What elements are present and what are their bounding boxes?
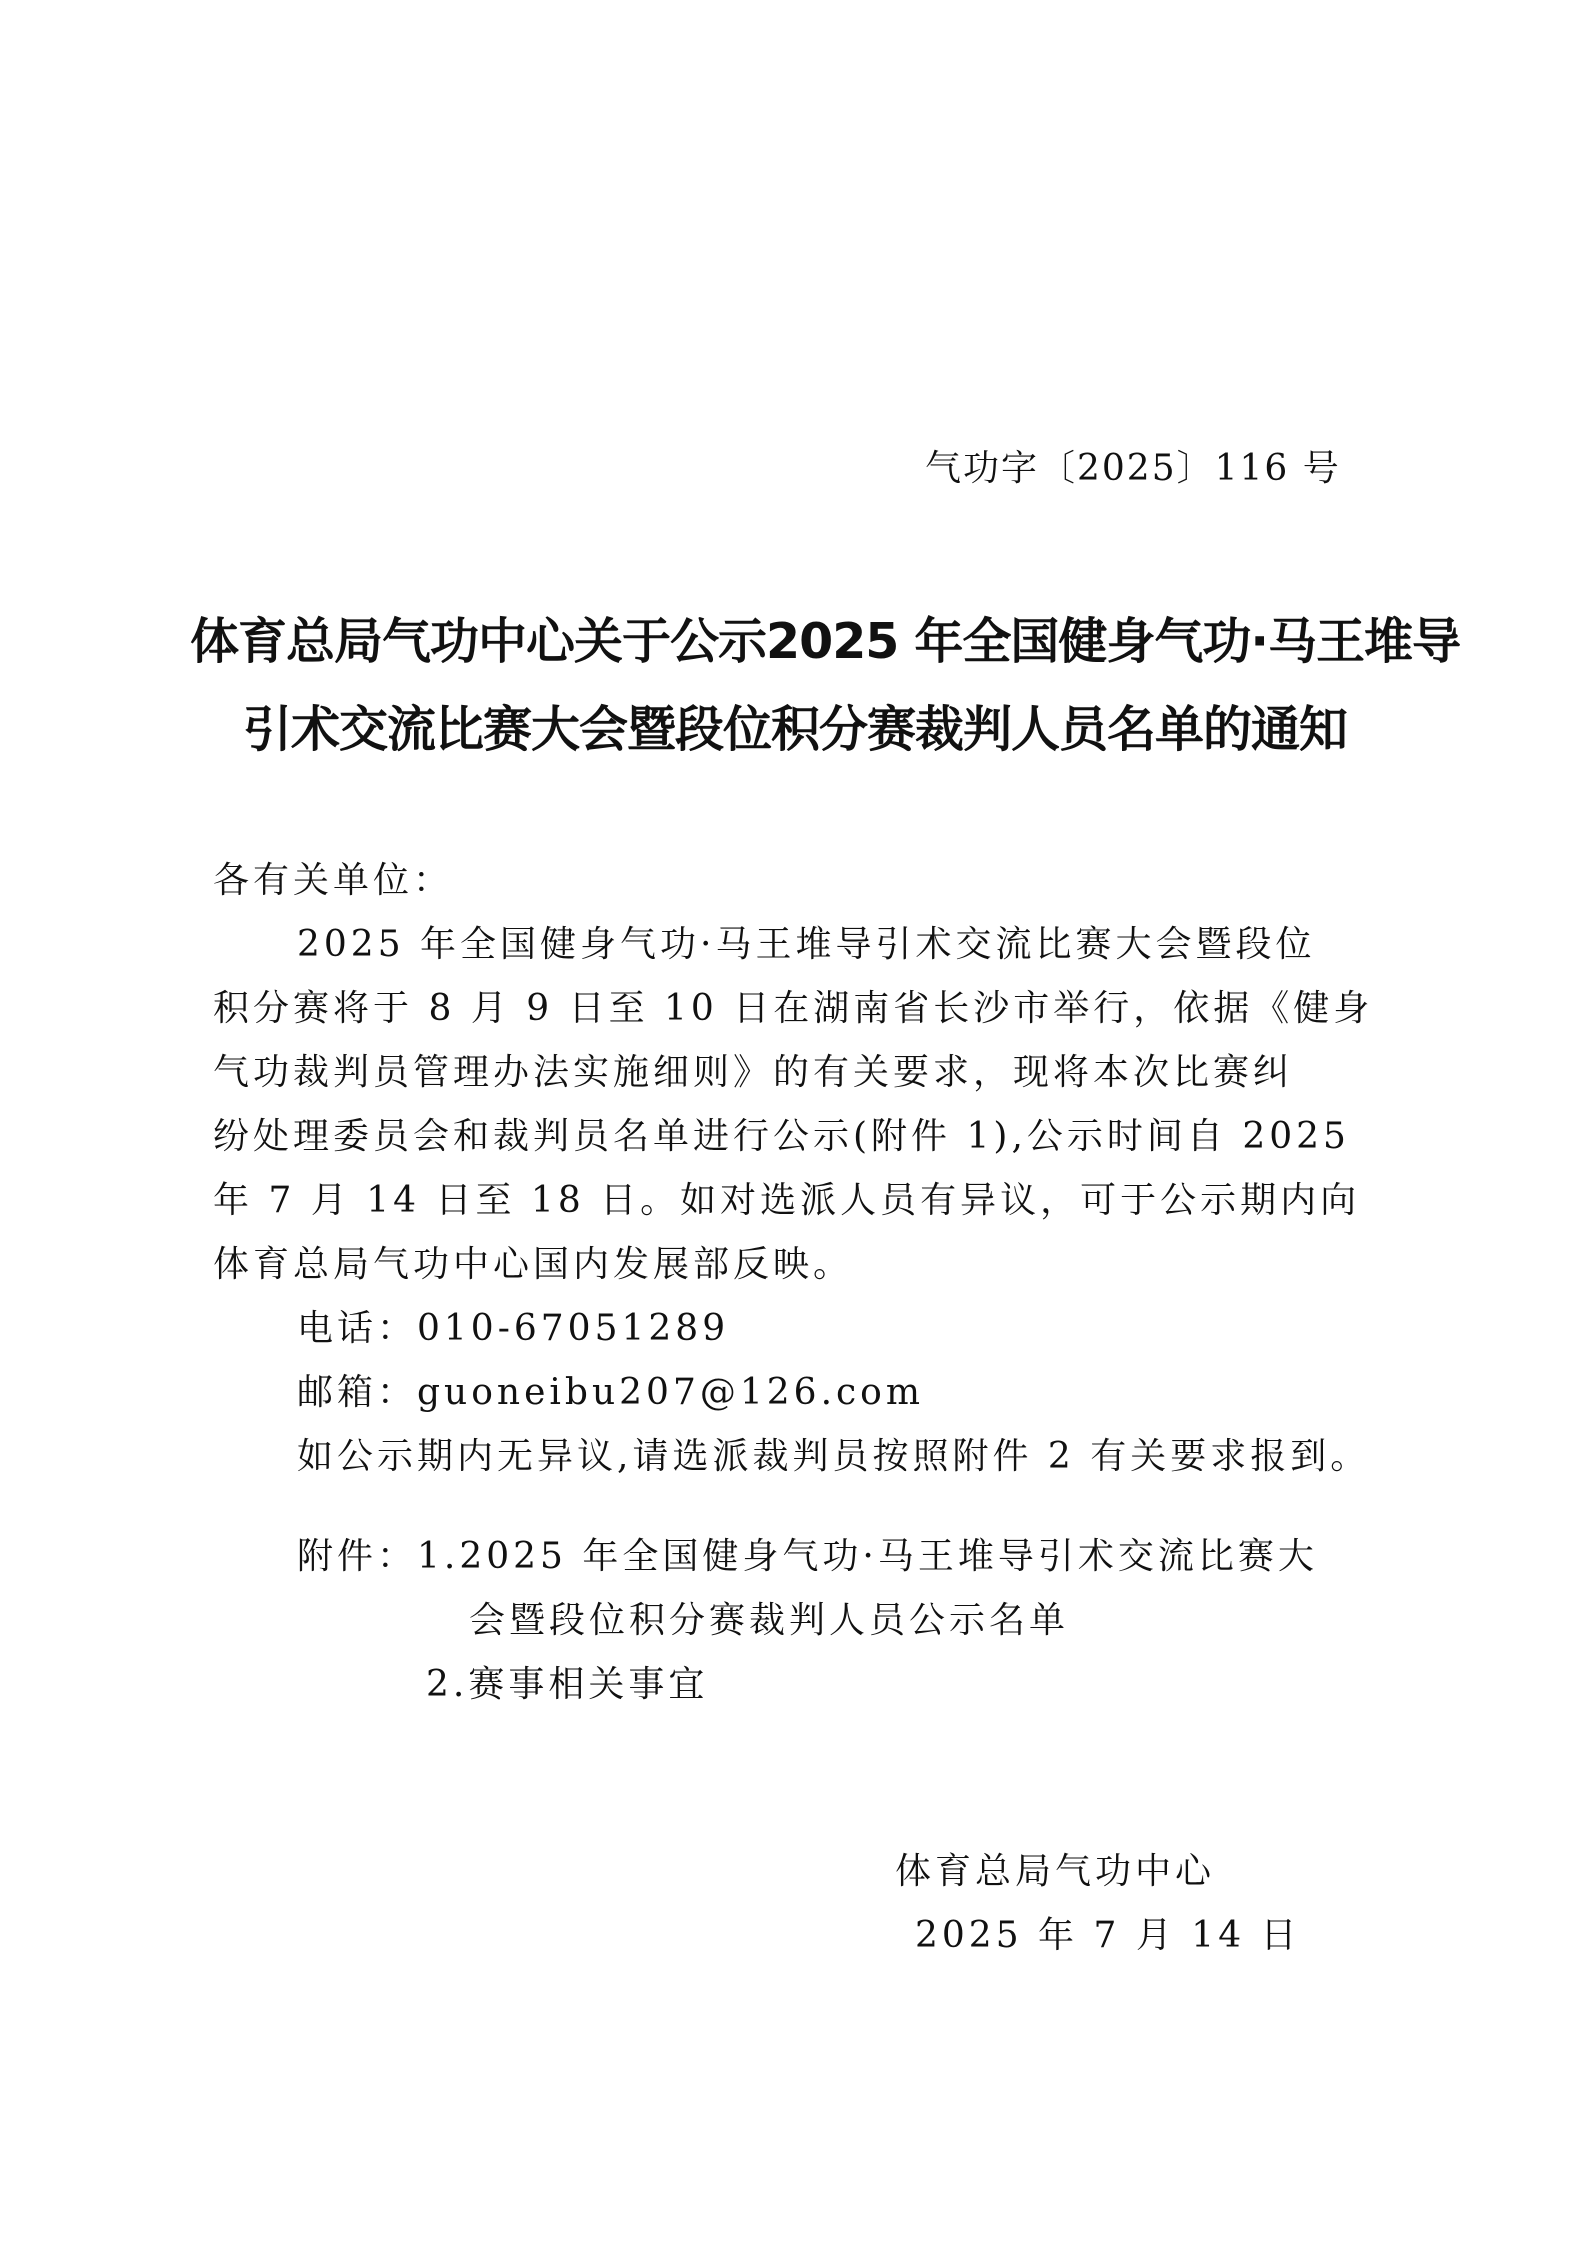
document-title [190, 598, 1461, 774]
attachment-item-2: 2.赛事相关事宜 [426, 1664, 709, 1705]
document-number: 气功字〔2025〕116 号 [925, 448, 1341, 489]
body-line-1: 2025 年全国健身气功·马王堆导引术交流比赛大会暨段位 [297, 924, 1316, 965]
attachment-item-1-continued: 会暨段位积分赛裁判人员公示名单 [469, 1600, 1070, 1641]
title-line-1: 体育总局气功中心关于公示2025 年全国健身气功·马王堆导 [190, 613, 1461, 670]
contact-email: 邮箱：guoneibu207@126.com [297, 1372, 924, 1413]
title-line-2: 引术交流比赛大会暨段位积分赛裁判人员名单的通知 [242, 701, 1347, 758]
signature-date: 2025 年 7 月 14 日 [915, 1915, 1301, 1956]
salutation: 各有关单位： [213, 860, 454, 901]
body-line-6: 体育总局气功中心国内发展部反映。 [213, 1244, 854, 1285]
body-line-3: 气功裁判员管理办法实施细则》的有关要求，现将本次比赛纠 [213, 1052, 1294, 1093]
attachment-item-1: 附件：1.2025 年全国健身气功·马王堆导引术交流比赛大 [297, 1536, 1318, 1577]
body-line-2: 积分赛将于 8 月 9 日至 10 日在湖南省长沙市举行，依据《健身 [213, 988, 1374, 1029]
body-line-4: 纷处理委员会和裁判员名单进行公示(附件 1),公示时间自 2025 [213, 1116, 1350, 1157]
body-line-5: 年 7 月 14 日至 18 日。如对选派人员有异议，可于公示期内向 [213, 1180, 1361, 1221]
contact-phone: 电话：010-67051289 [297, 1308, 730, 1349]
reporting-note: 如公示期内无异议,请选派裁判员按照附件 2 有关要求报到。 [297, 1436, 1371, 1477]
signature-organization: 体育总局气功中心 [895, 1851, 1216, 1892]
